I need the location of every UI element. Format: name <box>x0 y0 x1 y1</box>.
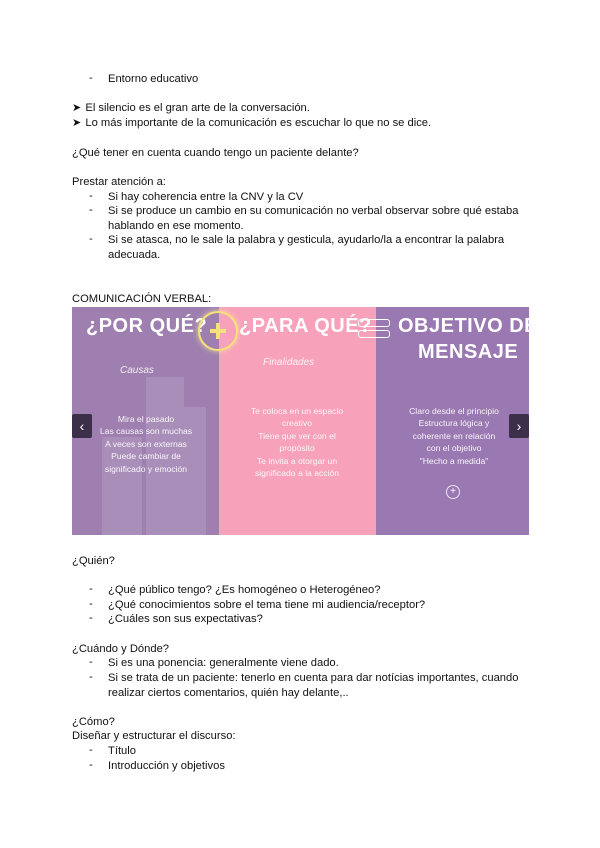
list-item: Si es una ponencia: generalmente viene dado. <box>108 657 339 669</box>
list-item-cont: adecuada. <box>108 249 161 261</box>
list-item: Si hay coherencia entre la CNV y la CV <box>108 191 304 203</box>
list-dash: - <box>89 233 93 245</box>
list-dash: - <box>89 190 93 202</box>
list-dash: - <box>89 612 93 624</box>
slide-title: ¿PARA QUÉ? <box>239 315 372 337</box>
list-dash: - <box>89 656 93 668</box>
arrow-icon: ➤ <box>72 117 82 129</box>
slide-subtitle: Finalidades <box>263 357 315 368</box>
list-item: Título <box>108 745 136 757</box>
plus-icon <box>198 311 238 351</box>
when-heading: ¿Cuándo y Dónde? <box>72 643 170 655</box>
slide-bullets: Claro desde el principio Estructura lógica y coherente en relación con el objetivo "Hecho a medida" <box>409 406 499 466</box>
list-dash: - <box>89 72 93 84</box>
list-item: Si se trata de un paciente: tenerlo en cuenta para dar notícias importantes, cuando <box>108 672 519 684</box>
quote-line <box>72 101 310 115</box>
list-item: Si se atasca, no le sale la palabra y gesticula, ayudarlo/la a encontrar la palabra <box>108 234 505 246</box>
slide-bullets: Mira el pasado Las causas son muchas A veces son externas Puede cambiar de significado y emoción <box>99 414 193 474</box>
quote-text: Lo más importante de la comunicación es escuchar lo que no se dice. <box>85 117 432 129</box>
list-dash: - <box>89 583 93 595</box>
slide-column-objective <box>376 307 551 535</box>
slide-column-what-for <box>219 307 376 535</box>
slide-subtitle: Causas <box>120 365 154 376</box>
question-heading: ¿Qué tener en cuenta cuando tengo un paciente delante? <box>72 147 359 159</box>
list-item-cont: realizar ciertos comentarios, quién hay delante,.. <box>108 687 349 699</box>
slide-title: MENSAJE <box>418 341 519 363</box>
how-heading: ¿Cómo? <box>72 716 115 728</box>
bars-icon <box>358 319 388 339</box>
list-dash: - <box>89 744 93 756</box>
prev-slide-button[interactable]: ‹ <box>72 414 92 438</box>
quote-line <box>72 116 431 130</box>
slide-title: OBJETIVO DEL <box>398 315 551 337</box>
next-slide-button[interactable]: › <box>509 414 529 438</box>
list-item: Entorno educativo <box>108 73 199 85</box>
list-dash: - <box>89 671 93 683</box>
list-item: ¿Qué conocimientos sobre el tema tiene mi audiencia/receptor? <box>108 599 426 611</box>
list-dash: - <box>89 204 93 216</box>
list-item: Introducción y objetivos <box>108 760 225 772</box>
list-item: ¿Qué público tengo? ¿Es homogéneo o Heterogéneo? <box>108 584 381 596</box>
section-heading: COMUNICACIÓN VERBAL: <box>72 293 212 305</box>
list-dash: - <box>89 759 93 771</box>
slide-image <box>72 307 551 535</box>
slide-bullets: Te coloca en un espacio creativo Tiene que ver con el propósito Te invita a otorgar un significado a la acción <box>250 406 344 479</box>
slide-column-why <box>72 307 219 535</box>
quote-text: El silencio es el gran arte de la conversación. <box>85 102 310 114</box>
plus-circle-icon: + <box>446 485 460 499</box>
attention-heading: Prestar atención a: <box>72 176 166 188</box>
arrow-icon: ➤ <box>72 102 82 114</box>
slide-title: ¿POR QUÉ? <box>86 315 208 337</box>
list-item-cont: hablando en ese momento. <box>108 220 244 232</box>
how-subheading: Diseñar y estructurar el discurso: <box>72 730 236 742</box>
who-heading: ¿Quién? <box>72 555 115 567</box>
list-dash: - <box>89 598 93 610</box>
list-item: Si se produce un cambio en su comunicación no verbal observar sobre qué estaba <box>108 205 519 217</box>
list-item: ¿Cuáles son sus expectativas? <box>108 613 263 625</box>
